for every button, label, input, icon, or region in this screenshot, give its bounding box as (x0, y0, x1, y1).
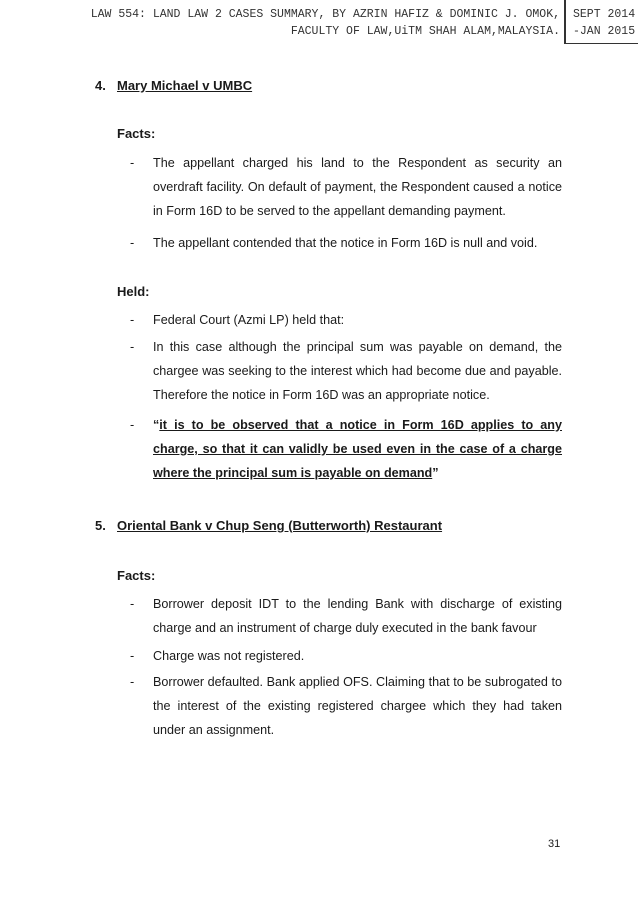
list-item (130, 592, 562, 640)
case-title: Mary Michael v UMBC (117, 78, 253, 93)
list-item-text: Federal Court (Azmi LP) held that: (153, 313, 345, 327)
quote-text (153, 413, 562, 485)
header-date-start: SEPT 2014 (573, 8, 636, 21)
facts-heading: Facts: (117, 568, 156, 583)
list-item (130, 670, 562, 742)
list-item (130, 308, 562, 332)
list-item (130, 231, 562, 255)
list-dash: - (130, 675, 135, 689)
quote-close-mark: ” (432, 466, 439, 480)
facts-heading: Facts: (117, 126, 156, 141)
list-item-text: In this case although the principal sum was payable on demand, the chargee was seeking to the interest which had become due and payable. Therefore the notice in Form 16D was an appropriate notice. (153, 340, 562, 402)
list-item (130, 151, 562, 223)
case-heading (95, 518, 442, 533)
list-dash: - (130, 156, 135, 170)
header-faculty-line: FACULTY OF LAW,UiTM SHAH ALAM,MALAYSIA. (290, 25, 560, 38)
list-item-text: Charge was not registered. (153, 649, 305, 663)
page-number: 31 (548, 838, 561, 850)
case-number: 4. (95, 78, 106, 93)
quote-open-mark: “ (153, 418, 160, 432)
list-item-text: Borrower deposit IDT to the lending Bank with discharge of existing charge and an instrument of charge duly executed in the bank favour (153, 597, 562, 635)
list-item (130, 644, 562, 668)
list-item-text: The appellant contended that the notice in Form 16D is null and void. (153, 236, 538, 250)
list-dash: - (130, 236, 135, 250)
list-dash: - (130, 597, 135, 611)
case-heading (95, 78, 252, 93)
header-course-line: LAW 554: LAND LAW 2 CASES SUMMARY, BY AZRIN HAFIZ & DOMINIC J. OMOK, (90, 8, 560, 21)
case-title: Oriental Bank v Chup Seng (Butterworth) Restaurant (117, 518, 443, 533)
list-dash: - (130, 340, 135, 354)
held-heading: Held: (117, 284, 150, 299)
list-item (130, 413, 562, 485)
list-dash: - (130, 418, 135, 432)
list-item (130, 335, 562, 407)
list-dash: - (130, 649, 135, 663)
case-number: 5. (95, 518, 106, 533)
list-dash: - (130, 313, 135, 327)
held-quote: it is to be observed that a notice in Form 16D applies to any charge, so that it can validly be used even in the case of a charge where the principal sum is payable on demand (153, 418, 562, 480)
list-item-text: Borrower defaulted. Bank applied OFS. Claiming that to be subrogated to the interest of the existing registered chargee which they had taken under an assignment. (153, 675, 562, 737)
list-item-text: The appellant charged his land to the Respondent as security an overdraft facility. On default of payment, the Respondent caused a notice in Form 16D to be served to the appellant demanding payment. (153, 156, 562, 218)
header-date-end: -JAN 2015 (573, 25, 636, 38)
